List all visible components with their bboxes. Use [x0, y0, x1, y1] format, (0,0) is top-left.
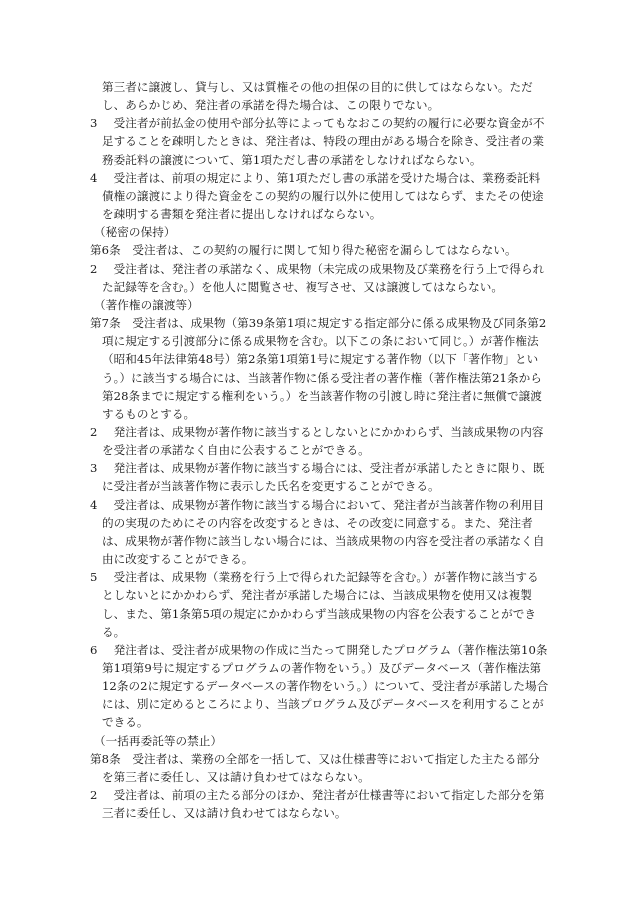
caption-text: （一括再委託等の禁止） [94, 733, 223, 748]
clause-item [90, 496, 550, 569]
clause-number: 2 [90, 788, 98, 803]
clause-number: 4 [90, 497, 98, 512]
article-number: 第7条 [90, 316, 121, 331]
clause-text: 受注者は、成果物が著作物に該当する場合において、発注者が当該著作物の利用目的の実現のためにその内容を改変するときは、その改変に同意する。また、発注者は、成果物が著作物に該当しない場合には、当該成果物の内容を受注者の承諾なく自由に改変することができる。 [102, 497, 545, 567]
clause-item [90, 169, 550, 223]
caption-text: （著作権の譲渡等） [94, 297, 199, 312]
article-heading [90, 750, 550, 786]
paragraph-text: 第三者に譲渡し、貸与し、又は質権その他の担保の目的に供してはならない。ただし、あらかじめ、発注者の承諾を得た場合は、この限りでない。 [102, 80, 533, 113]
clause-text: 発注者は、成果物が著作物に該当するとしないとにかかわらず、当該成果物の内容を受注者の承諾なく自由に公表することができる。 [102, 424, 544, 458]
clause-number: 3 [90, 461, 98, 476]
clause-item [90, 641, 550, 732]
clause-number: 2 [90, 424, 98, 439]
clause-number: 4 [90, 170, 98, 185]
article-number: 第8条 [90, 751, 121, 766]
article-caption [90, 223, 550, 241]
clause-item [90, 786, 550, 822]
clause-item [90, 114, 550, 168]
article-caption [90, 296, 550, 314]
paragraph-continuation [90, 78, 550, 114]
clause-text: 受注者が前払金の使用や部分払等によってもなおこの契約の履行に必要な資金が不足することを疎明したときは、発注者は、特段の理由がある場合を除き、受注者の業務委託料の譲渡について、第1項ただし書の承諾をしなければならない。 [102, 116, 545, 167]
article-text: 受注者は、業務の全部を一括して、又は仕様書等において指定した主たる部分を第三者に委任し、又は請け負わせてはならない。 [102, 751, 540, 784]
clause-number: 6 [90, 642, 98, 657]
clause-item [90, 260, 550, 296]
clause-number: 2 [90, 261, 98, 276]
article-caption [90, 732, 550, 750]
clause-text: 発注者は、成果物が著作物に該当する場合には、受注者が承諾したときに限り、既に受注者が当該著作物に表示した氏名を変更することができる。 [102, 461, 545, 494]
clause-number: 5 [90, 570, 98, 585]
clause-item [90, 459, 550, 495]
clause-item [90, 423, 550, 459]
clause-text: 受注者は、前項の主たる部分のほか、発注者が仕様書等において指定した部分を第三者に委任し、又は請け負わせてはならない。 [102, 788, 545, 821]
article-text: 受注者は、成果物（第39条第1項に規定する指定部分に係る成果物及び同条第2項に規定する引渡部分に係る成果物を含む。以下この条において同じ。）が著作権法（昭和45年法律第48号）第2条第1項第1号に規定する著作物（以下「著作物」という。）に該当する場合には、当該著作物に係る受注者の著作権（著作権法第21条から第28条までに規定する権利をいう。）を当該著作物の引渡し時に発注者に無償で譲渡するものとする。 [102, 316, 547, 421]
article-heading [90, 241, 550, 259]
document-body [90, 78, 550, 822]
caption-text: （秘密の保持） [94, 225, 176, 240]
clause-item [90, 568, 550, 641]
clause-text: 受注者は、成果物（業務を行う上で得られた記録等を含む。）が著作物に該当するとしないとにかかわらず、発注者が承諾した場合には、当該成果物を使用又は複製し、また、第1条第5項の規定にかかわらず当該成果物の内容を公表することができる。 [102, 570, 539, 639]
clause-number: 3 [90, 116, 98, 131]
clause-text: 受注者は、発注者の承諾なく、成果物（未完成の成果物及び業務を行う上で得られた記録等を含む。）を他人に閲覧させ、複写させ、又は譲渡してはならない。 [102, 261, 545, 294]
clause-text: 受注者は、前項の規定により、第1項ただし書の承諾を受けた場合は、業務委託料債権の譲渡により得た資金をこの契約の履行以外に使用してはならず、またその使途を疎明する書類を発注者に提出しなければならない。 [102, 170, 544, 222]
clause-text: 発注者は、受注者が成果物の作成に当たって開発したプログラム（著作権法第10条第1項第9号に規定するプログラムの著作物をいう。）及びデータベース（著作権法第12条の2に規定するデータベースの著作物をいう。）について、受注者が承諾した場合には、別に定めるところにより、当該プログラム及びデータベースを利用することができる。 [102, 642, 549, 730]
article-text: 受注者は、この契約の履行に関して知り得た秘密を漏らしてはならない。 [120, 243, 517, 258]
article-number: 第6条 [90, 243, 121, 258]
article-heading [90, 314, 550, 423]
